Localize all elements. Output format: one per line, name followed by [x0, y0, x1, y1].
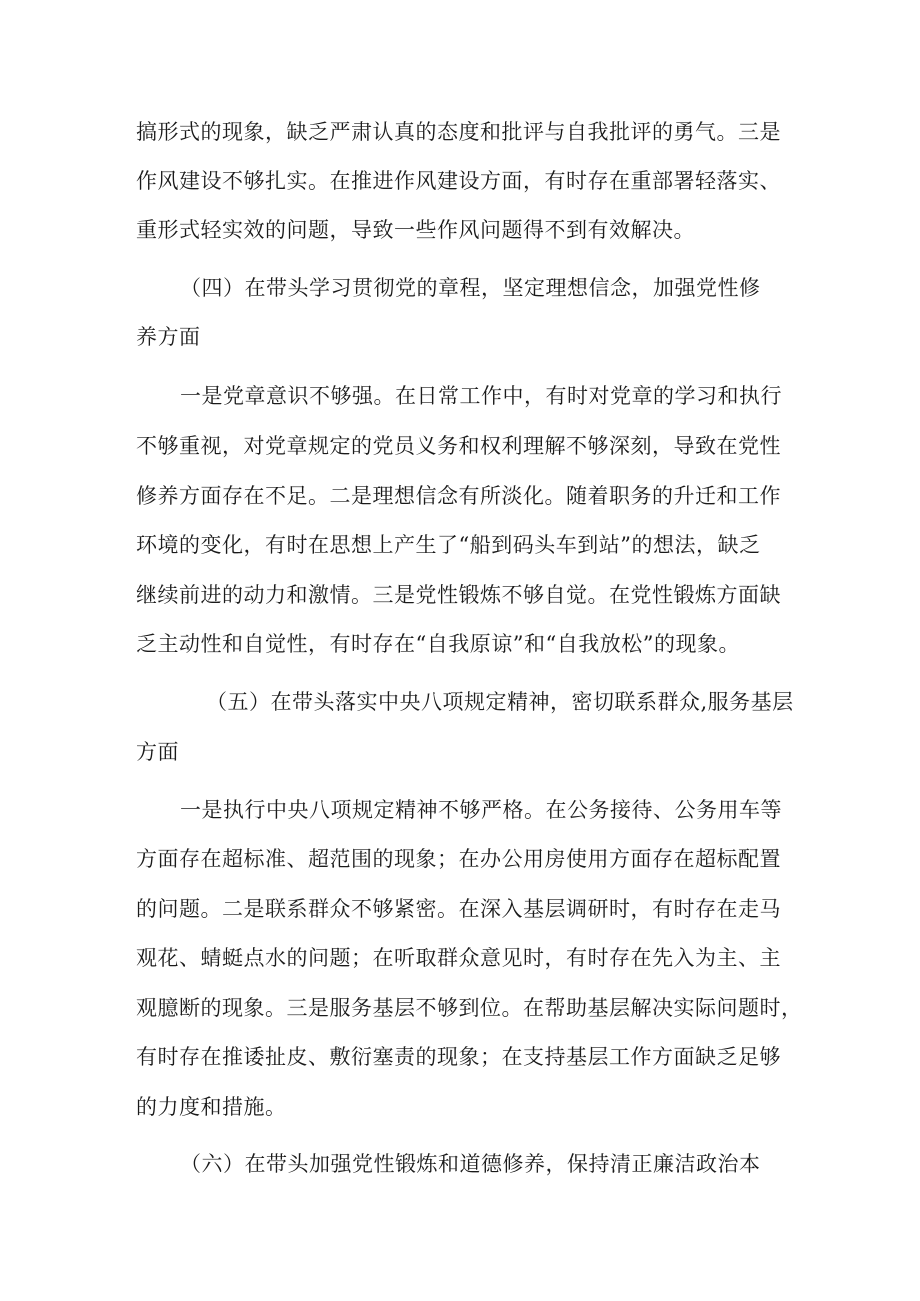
paragraph-line: 继续前进的动力和激情。三是党性锻炼不够自觉。在党性锻炼方面缺 — [136, 583, 781, 607]
section-heading-6: （六）在带头加强党性锻炼和道德修养，保持清正廉洁政治本 — [180, 1152, 761, 1176]
paragraph-line: 观臆断的现象。三是服务基层不够到位。在帮助基层解决实际问题时， — [136, 996, 803, 1020]
paragraph-line: 修养方面存在不足。二是理想信念有所淡化。随着职务的升迁和工作 — [136, 484, 781, 508]
paragraph-line: 的力度和措施。 — [136, 1095, 287, 1119]
paragraph-line: 环境的变化，有时在思想上产生了“船到码头车到站”的想法，缺乏 — [136, 533, 761, 557]
paragraph-line: 有时存在推诿扯皮、敷衍塞责的现象；在支持基层工作方面缺乏足够 — [136, 1045, 781, 1069]
paragraph-line: 搞形式的现象，缺乏严肃认真的态度和批评与自我批评的勇气。三是 — [136, 120, 781, 144]
section-heading-4: （四）在带头学习贯彻党的章程，坚定理想信念，加强党性修 — [180, 276, 761, 300]
paragraph-line: 乏主动性和自觉性，有时存在“自我原谅”和“自我放松”的现象。 — [136, 632, 740, 656]
paragraph-line: 的问题。二是联系群众不够紧密。在深入基层调研时，有时存在走马 — [136, 897, 781, 921]
paragraph-line: 一是执行中央八项规定精神不够严格。在公务接待、公务用车等 — [180, 798, 782, 822]
section-heading-5: （五）在带头落实中央八项规定精神，密切联系群众,服务基层 — [206, 690, 794, 714]
section-heading-4-cont: 养方面 — [136, 325, 201, 349]
paragraph-line: 观花、蜻蜓点水的问题；在听取群众意见时，有时存在先入为主、主 — [136, 946, 781, 970]
paragraph-line: 不够重视，对党章规定的党员义务和权利理解不够深刻，导致在党性 — [136, 434, 781, 458]
section-heading-5-cont: 方面 — [136, 740, 179, 764]
paragraph-line: 作风建设不够扎实。在推进作风建设方面，有时存在重部署轻落实、 — [136, 169, 781, 193]
paragraph-line: 方面存在超标准、超范围的现象；在办公用房使用方面存在超标配置 — [136, 847, 781, 871]
paragraph-line: 一是党章意识不够强。在日常工作中，有时对党章的学习和执行 — [180, 384, 782, 408]
paragraph-line: 重形式轻实效的问题，导致一些作风问题得不到有效解决。 — [136, 218, 695, 242]
